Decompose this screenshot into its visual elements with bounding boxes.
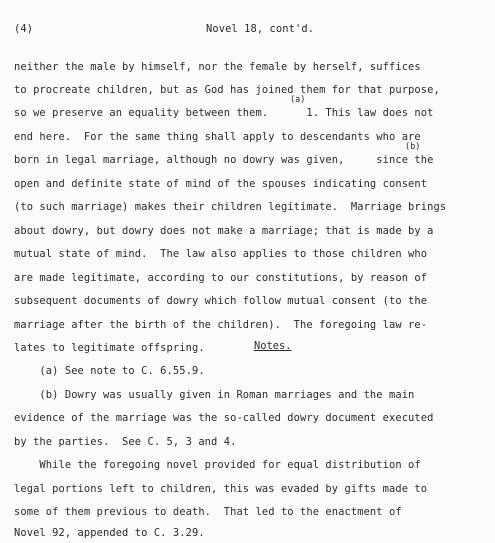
body-line-13: lates to legitimate offspring. [14,342,205,354]
page-header-title: Novel 18, cont'd. [206,23,315,35]
body-line-10: are made legitimate, according to our constitutions, by reason of [14,272,428,284]
notes-heading: Notes. [254,340,292,352]
note-line-1: (a) See note to C. 6.55.9. [14,365,205,377]
body-line-7: (to such marriage) makes their children legitimate. Marriage brings [14,201,447,213]
body-line-6: open and definite state of mind of the spouses indicating consent [14,178,428,190]
note-line-5: While the foregoing novel provided for equal distribution of [14,459,421,471]
body-line-9: mutual state of mind. The law also applies to those children who [14,248,428,260]
note-line-6: legal portions left to children, this was evaded by gifts made to [14,483,428,495]
note-line-2: (b) Dowry was usually given in Roman marriages and the main [14,389,415,401]
note-line-4: by the parties. See C. 5, 3 and 4. [14,436,237,448]
body-line-5: born in legal marriage, although no dowry was given, since the [14,154,434,166]
note-line-3: evidence of the marriage was the so-called dowry document executed [14,412,434,424]
body-line-3: so we preserve an equality between them. 1. This law does not [14,107,434,119]
body-line-12: marriage after the birth of the children). The foregoing law re- [14,319,428,331]
note-line-7: some of them previous to death. That led to the enactment of [14,506,402,518]
body-line-1: neither the male by himself, nor the female by herself, suffices [14,61,421,73]
body-line-11: subsequent documents of dowry which follow mutual consent (to the [14,295,428,307]
footnote-mark-a: (a) [290,95,306,105]
body-line-8: about dowry, but dowry does not make a marriage; that is made by a [14,225,434,237]
page-reference: (4) [14,23,34,35]
body-line-2: to procreate children, but as God has joined them for that purpose, [14,84,440,96]
body-line-4: end here. For the same thing shall apply to descendants who are [14,131,421,143]
footnote-mark-b: (b) [405,142,421,152]
note-line-8: Novel 92, appended to C. 3.29. [14,527,205,539]
